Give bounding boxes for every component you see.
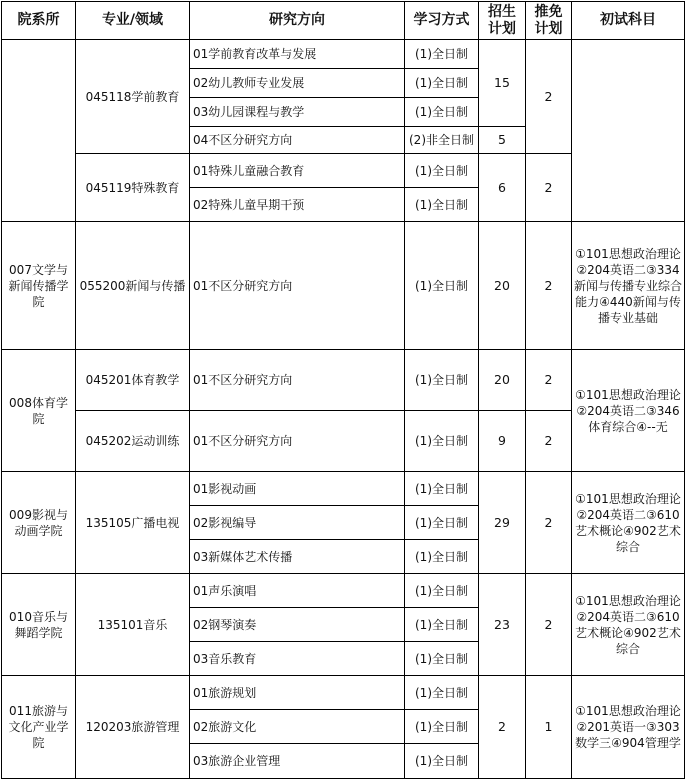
- mode-cell: (1)全日制: [405, 69, 479, 98]
- plan-cell: 29: [479, 472, 526, 574]
- header-college: 院系所: [2, 2, 76, 40]
- direction-cell: 03新媒体艺术传播: [190, 540, 405, 574]
- exempt-cell: 2: [526, 472, 572, 574]
- direction-cell: 02幼儿教师专业发展: [190, 69, 405, 98]
- plan-cell: 23: [479, 574, 526, 676]
- header-mode: 学习方式: [405, 2, 479, 40]
- plan-cell: 2: [479, 676, 526, 779]
- exempt-cell: 1: [526, 676, 572, 779]
- major-cell: 045119特殊教育: [76, 154, 190, 222]
- mode-cell: (2)非全日制: [405, 127, 479, 154]
- direction-cell: 01旅游规划: [190, 676, 405, 710]
- plan-cell: 15: [479, 40, 526, 127]
- plan-cell: 6: [479, 154, 526, 222]
- plan-cell: 9: [479, 411, 526, 472]
- mode-cell: (1)全日制: [405, 540, 479, 574]
- major-cell: 120203旅游管理: [76, 676, 190, 779]
- admissions-table: [1, 1, 685, 779]
- direction-cell: 02钢琴演奏: [190, 608, 405, 642]
- header-major: 专业/领域: [76, 2, 190, 40]
- college-cell: 007文学与新闻传播学院: [2, 222, 76, 350]
- exam-cell: ①101思想政治理论②204英语二③346体育综合④--无: [572, 350, 685, 472]
- mode-cell: (1)全日制: [405, 98, 479, 127]
- mode-cell: (1)全日制: [405, 222, 479, 350]
- major-cell: 045118学前教育: [76, 40, 190, 154]
- exempt-cell: 2: [526, 40, 572, 154]
- direction-cell: 03幼儿园课程与教学: [190, 98, 405, 127]
- college-cell: 009影视与动画学院: [2, 472, 76, 574]
- mode-cell: (1)全日制: [405, 506, 479, 540]
- mode-cell: (1)全日制: [405, 411, 479, 472]
- header-row: [2, 2, 685, 40]
- direction-cell: 01不区分研究方向: [190, 350, 405, 411]
- table-row: [2, 350, 685, 411]
- direction-cell: 01特殊儿童融合教育: [190, 154, 405, 188]
- mode-cell: (1)全日制: [405, 574, 479, 608]
- exam-cell: ①101思想政治理论②204英语二③334新闻与传播专业综合能力④440新闻与传播专业基础: [572, 222, 685, 350]
- exempt-cell: 2: [526, 574, 572, 676]
- exempt-cell: 2: [526, 154, 572, 222]
- mode-cell: (1)全日制: [405, 710, 479, 744]
- exam-cell: ①101思想政治理论②204英语二③610艺术概论④902艺术综合: [572, 472, 685, 574]
- plan-cell: 20: [479, 222, 526, 350]
- college-cell-empty: [2, 40, 76, 222]
- plan-cell: 20: [479, 350, 526, 411]
- exempt-cell: 2: [526, 350, 572, 411]
- table-row: [2, 574, 685, 608]
- exam-cell: ①101思想政治理论②201英语一③303数学三④904管理学: [572, 676, 685, 779]
- mode-cell: (1)全日制: [405, 642, 479, 676]
- direction-cell: 03旅游企业管理: [190, 744, 405, 779]
- college-cell: 011旅游与文化产业学院: [2, 676, 76, 779]
- college-cell: 008体育学院: [2, 350, 76, 472]
- mode-cell: (1)全日制: [405, 350, 479, 411]
- direction-cell: 01影视动画: [190, 472, 405, 506]
- exempt-cell: 2: [526, 222, 572, 350]
- header-exempt: 推免计划: [526, 2, 572, 40]
- mode-cell: (1)全日制: [405, 744, 479, 779]
- major-cell: 045201体育教学: [76, 350, 190, 411]
- direction-cell: 02旅游文化: [190, 710, 405, 744]
- direction-cell: 03音乐教育: [190, 642, 405, 676]
- table-row: [2, 472, 685, 506]
- direction-cell: 01学前教育改革与发展: [190, 40, 405, 69]
- mode-cell: (1)全日制: [405, 154, 479, 188]
- mode-cell: (1)全日制: [405, 40, 479, 69]
- direction-cell: 04不区分研究方向: [190, 127, 405, 154]
- table-row: [2, 40, 685, 69]
- direction-cell: 01声乐演唱: [190, 574, 405, 608]
- table-row: [2, 676, 685, 710]
- exam-cell-empty: [572, 40, 685, 222]
- major-cell: 045202运动训练: [76, 411, 190, 472]
- mode-cell: (1)全日制: [405, 472, 479, 506]
- college-cell: 010音乐与舞蹈学院: [2, 574, 76, 676]
- major-cell: 135105广播电视: [76, 472, 190, 574]
- mode-cell: (1)全日制: [405, 188, 479, 222]
- exempt-cell: 2: [526, 411, 572, 472]
- major-cell: 135101音乐: [76, 574, 190, 676]
- header-direction: 研究方向: [190, 2, 405, 40]
- mode-cell: (1)全日制: [405, 676, 479, 710]
- direction-cell: 02特殊儿童早期干预: [190, 188, 405, 222]
- table-row: [2, 222, 685, 350]
- direction-cell: 02影视编导: [190, 506, 405, 540]
- direction-cell: 01不区分研究方向: [190, 222, 405, 350]
- exam-cell: ①101思想政治理论②204英语二③610艺术概论④902艺术综合: [572, 574, 685, 676]
- header-exam: 初试科目: [572, 2, 685, 40]
- plan-cell: 5: [479, 127, 526, 154]
- major-cell: 055200新闻与传播: [76, 222, 190, 350]
- header-plan: 招生计划: [479, 2, 526, 40]
- mode-cell: (1)全日制: [405, 608, 479, 642]
- direction-cell: 01不区分研究方向: [190, 411, 405, 472]
